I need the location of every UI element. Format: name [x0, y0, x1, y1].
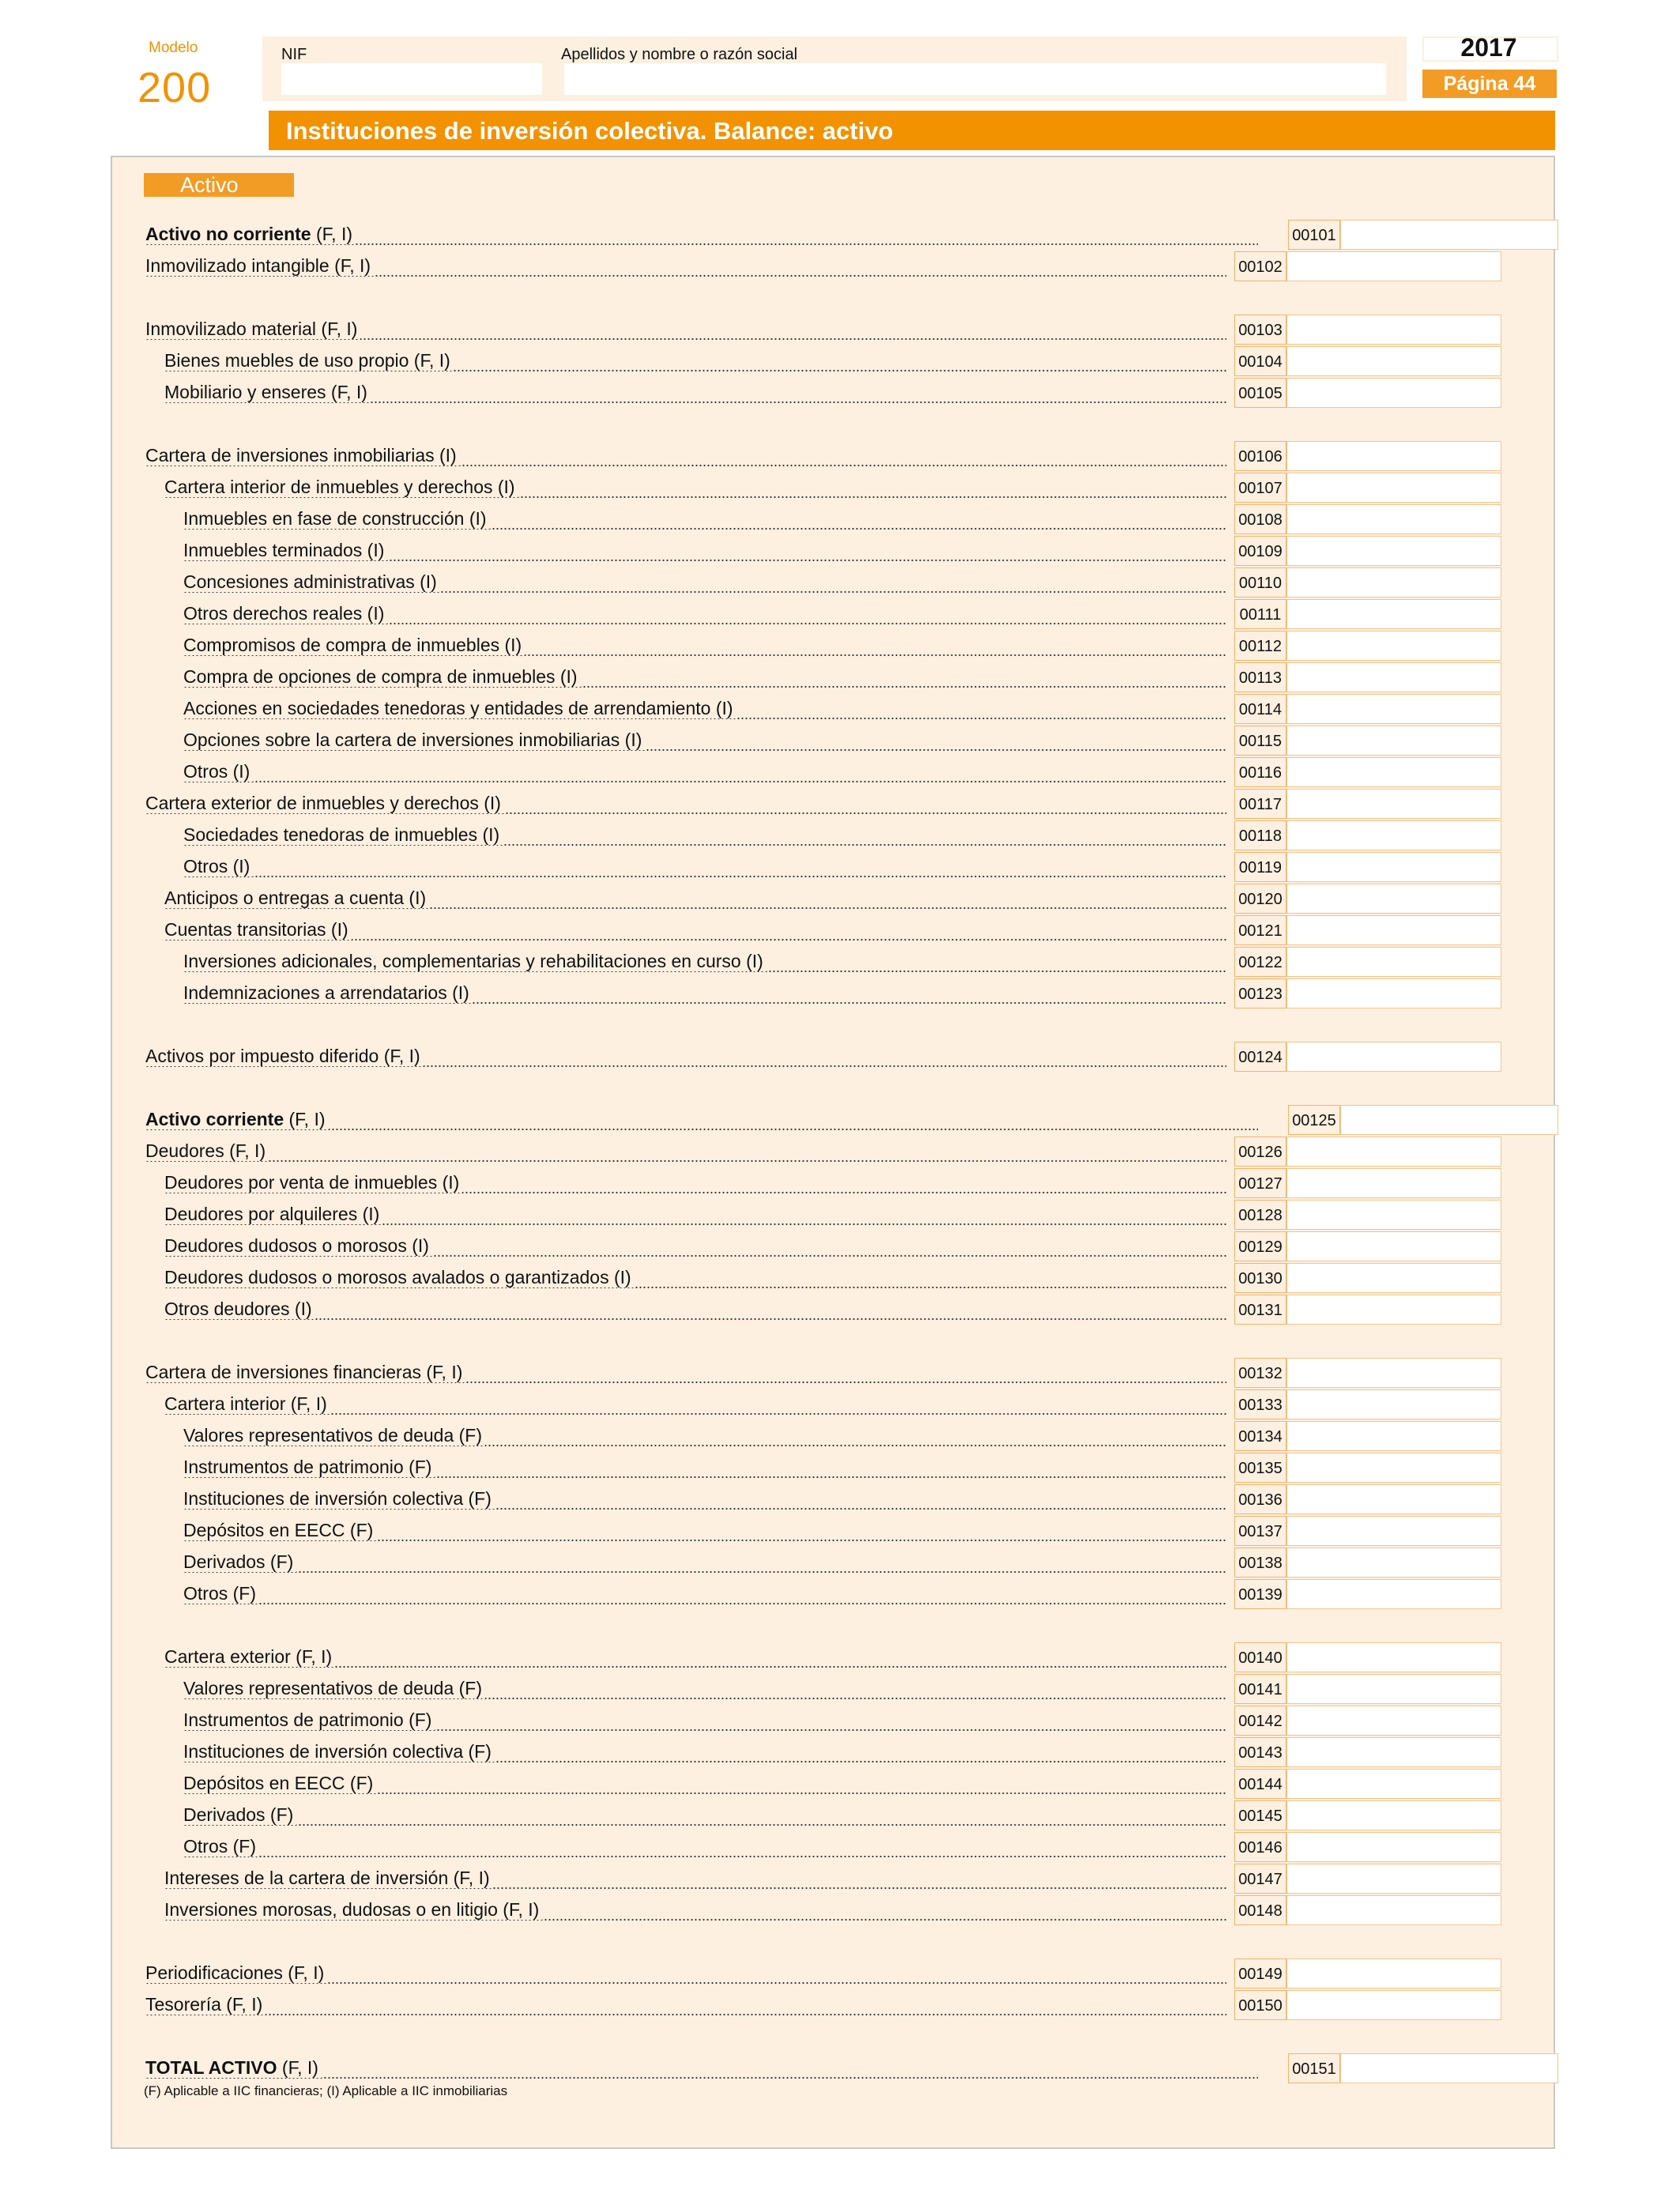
row-label: Cartera exterior (F, I) — [164, 1642, 1226, 1671]
modelo-number: 200 — [137, 64, 212, 111]
amount-field[interactable] — [1286, 1895, 1501, 1925]
box-code: 00144 — [1234, 1769, 1286, 1799]
box-code: 00101 — [1288, 220, 1340, 250]
amount-field[interactable] — [1286, 441, 1501, 471]
form-row — [0, 1105, 1680, 1137]
row-label: Inmovilizado intangible (F, I) — [145, 251, 1226, 280]
form-row — [0, 567, 1680, 599]
amount-field[interactable] — [1286, 473, 1501, 503]
box-code: 00115 — [1234, 726, 1286, 756]
amount-field[interactable] — [1286, 536, 1501, 566]
amount-field[interactable] — [1286, 1200, 1501, 1230]
amount-field[interactable] — [1286, 1042, 1501, 1072]
form-row — [0, 852, 1680, 884]
form-row — [0, 1579, 1680, 1611]
box-code: 00143 — [1234, 1737, 1286, 1767]
box-code: 00112 — [1234, 631, 1286, 661]
form-row — [0, 1958, 1680, 1990]
form-row — [0, 757, 1680, 789]
amount-field[interactable] — [1286, 884, 1501, 914]
amount-field[interactable] — [1286, 757, 1501, 787]
form-row — [0, 1042, 1680, 1073]
row-label: Derivados (F) — [183, 1547, 1226, 1576]
box-code: 00106 — [1234, 441, 1286, 471]
form-row — [0, 631, 1680, 662]
box-code: 00105 — [1234, 378, 1286, 408]
row-label: Inversiones morosas, dudosas o en litigio (F, I) — [164, 1895, 1226, 1924]
row-label: Deudores dudosos o morosos avalados o garantizados (I) — [164, 1263, 1226, 1291]
box-code: 00136 — [1234, 1484, 1286, 1514]
box-code: 00151 — [1288, 2053, 1340, 2083]
amount-field[interactable] — [1286, 915, 1501, 945]
row-label: Instituciones de inversión colectiva (F) — [183, 1484, 1226, 1513]
row-label: Periodificaciones (F, I) — [145, 1958, 1226, 1987]
form-row — [0, 947, 1680, 978]
box-code: 00109 — [1234, 536, 1286, 566]
form-row — [0, 473, 1680, 504]
form-row — [0, 378, 1680, 409]
form-row — [0, 789, 1680, 820]
form-row — [0, 251, 1680, 283]
amount-field[interactable] — [1286, 1168, 1501, 1198]
amount-field[interactable] — [1286, 694, 1501, 724]
form-row — [0, 1895, 1680, 1927]
amount-field[interactable] — [1340, 220, 1558, 250]
box-code: 00114 — [1234, 694, 1286, 724]
row-label: Instrumentos de patrimonio (F) — [183, 1706, 1226, 1734]
box-code: 00131 — [1234, 1295, 1286, 1325]
row-label: Compromisos de compra de inmuebles (I) — [183, 631, 1226, 659]
row-label: Sociedades tenedoras de inmuebles (I) — [183, 820, 1226, 849]
form-row — [0, 1484, 1680, 1516]
box-code: 00127 — [1234, 1168, 1286, 1198]
box-code: 00133 — [1234, 1389, 1286, 1419]
form-row — [0, 884, 1680, 915]
amount-field[interactable] — [1286, 1137, 1501, 1167]
amount-field[interactable] — [1286, 315, 1501, 345]
row-label: Otros (I) — [183, 852, 1226, 880]
form-row — [0, 441, 1680, 473]
form-row — [0, 1295, 1680, 1326]
amount-field[interactable] — [1286, 978, 1501, 1008]
form-row — [0, 1990, 1680, 2022]
form-row — [0, 1864, 1680, 1895]
row-label: Cuentas transitorias (I) — [164, 915, 1226, 944]
box-code: 00113 — [1234, 662, 1286, 692]
row-label: Valores representativos de deuda (F) — [183, 1674, 1226, 1702]
amount-field[interactable] — [1286, 662, 1501, 692]
amount-field[interactable] — [1286, 1453, 1501, 1483]
box-code: 00116 — [1234, 757, 1286, 787]
row-label: Cartera interior de inmuebles y derechos (I) — [164, 473, 1226, 501]
row-label: Otros derechos reales (I) — [183, 599, 1226, 628]
amount-field[interactable] — [1286, 1800, 1501, 1830]
row-label: Anticipos o entregas a cuenta (I) — [164, 884, 1226, 912]
amount-field[interactable] — [1286, 947, 1501, 977]
form-row — [0, 694, 1680, 726]
form-row — [0, 536, 1680, 567]
amount-field[interactable] — [1340, 2053, 1558, 2083]
box-code: 00148 — [1234, 1895, 1286, 1925]
amount-field[interactable] — [1286, 1579, 1501, 1609]
row-label: Inmovilizado material (F, I) — [145, 315, 1226, 343]
form-row — [0, 1737, 1680, 1769]
box-code: 00123 — [1234, 978, 1286, 1008]
modelo-label: Modelo — [149, 40, 198, 56]
form-row — [0, 1263, 1680, 1295]
box-code: 00118 — [1234, 820, 1286, 850]
box-code: 00129 — [1234, 1231, 1286, 1261]
row-label: Cartera de inversiones inmobiliarias (I) — [145, 441, 1226, 469]
box-code: 00146 — [1234, 1832, 1286, 1862]
form-row — [0, 1231, 1680, 1263]
box-code: 00102 — [1234, 251, 1286, 281]
row-label: Deudores por alquileres (I) — [164, 1200, 1226, 1228]
amount-field[interactable] — [1286, 1864, 1501, 1894]
row-label: Tesorería (F, I) — [145, 1990, 1226, 2019]
amount-field[interactable] — [1286, 1958, 1501, 1989]
box-code: 00122 — [1234, 947, 1286, 977]
box-code: 00119 — [1234, 852, 1286, 882]
row-label: Acciones en sociedades tenedoras y entidades de arrendamiento (I) — [183, 694, 1226, 722]
name-field[interactable] — [564, 63, 1386, 95]
box-code: 00128 — [1234, 1200, 1286, 1230]
box-code: 00141 — [1234, 1674, 1286, 1704]
row-label: Instituciones de inversión colectiva (F) — [183, 1737, 1226, 1766]
row-label: Inmuebles terminados (I) — [183, 536, 1226, 564]
amount-field[interactable] — [1286, 1547, 1501, 1578]
amount-field[interactable] — [1286, 631, 1501, 661]
row-label: Deudores (F, I) — [145, 1137, 1226, 1165]
amount-field[interactable] — [1286, 1295, 1501, 1325]
amount-field[interactable] — [1286, 1832, 1501, 1862]
box-code: 00110 — [1234, 567, 1286, 598]
form-row — [0, 978, 1680, 1010]
box-code: 00103 — [1234, 315, 1286, 345]
row-label: Activo corriente (F, I) — [145, 1105, 1258, 1133]
form-row — [0, 346, 1680, 378]
amount-field[interactable] — [1340, 1105, 1558, 1135]
box-code: 00125 — [1288, 1105, 1340, 1135]
amount-field[interactable] — [1286, 1421, 1501, 1451]
nif-field[interactable] — [281, 63, 542, 95]
amount-field[interactable] — [1286, 346, 1501, 376]
amount-field[interactable] — [1286, 1737, 1501, 1767]
form-row — [0, 1706, 1680, 1737]
box-code: 00117 — [1234, 789, 1286, 819]
nif-label: NIF — [281, 46, 307, 63]
form-row — [0, 820, 1680, 852]
box-code: 00142 — [1234, 1706, 1286, 1736]
form-row — [0, 662, 1680, 694]
row-label: Otros (F) — [183, 1579, 1226, 1608]
form-row — [0, 1832, 1680, 1864]
box-code: 00134 — [1234, 1421, 1286, 1451]
amount-field[interactable] — [1286, 1484, 1501, 1514]
row-label: Mobiliario y enseres (F, I) — [164, 378, 1226, 406]
box-code: 00138 — [1234, 1547, 1286, 1578]
row-label: Depósitos en EECC (F) — [183, 1516, 1226, 1544]
amount-field[interactable] — [1286, 1263, 1501, 1293]
form-row — [0, 2053, 1680, 2085]
row-label: Deudores dudosos o morosos (I) — [164, 1231, 1226, 1260]
box-code: 00145 — [1234, 1800, 1286, 1830]
box-code: 00132 — [1234, 1358, 1286, 1388]
row-label: Activos por impuesto diferido (F, I) — [145, 1042, 1226, 1070]
row-label: Otros (F) — [183, 1832, 1226, 1860]
form-row — [0, 1642, 1680, 1674]
box-code: 00108 — [1234, 504, 1286, 534]
amount-field[interactable] — [1286, 567, 1501, 598]
amount-field[interactable] — [1286, 504, 1501, 534]
amount-field[interactable] — [1286, 1642, 1501, 1672]
row-label: Inmuebles en fase de construcción (I) — [183, 504, 1226, 533]
form-row — [0, 315, 1680, 346]
row-label: Otros deudores (I) — [164, 1295, 1226, 1323]
page-badge: Página 44 — [1422, 70, 1557, 98]
page-title: Instituciones de inversión colectiva. Balance: activo — [269, 111, 1555, 150]
form-row — [0, 1389, 1680, 1421]
form-row — [0, 1358, 1680, 1389]
box-code: 00126 — [1234, 1137, 1286, 1167]
row-label: Bienes muebles de uso propio (F, I) — [164, 346, 1226, 375]
year-label: 2017 — [1460, 33, 1517, 62]
amount-field[interactable] — [1286, 1674, 1501, 1704]
row-label: Instrumentos de patrimonio (F) — [183, 1453, 1226, 1481]
box-code: 00124 — [1234, 1042, 1286, 1072]
box-code: 00140 — [1234, 1642, 1286, 1672]
amount-field[interactable] — [1286, 1516, 1501, 1546]
box-code: 00107 — [1234, 473, 1286, 503]
form-row — [0, 1769, 1680, 1800]
form-row — [0, 599, 1680, 631]
row-label: Intereses de la cartera de inversión (F, I) — [164, 1864, 1226, 1892]
amount-field[interactable] — [1286, 1706, 1501, 1736]
row-label: Cartera de inversiones financieras (F, I) — [145, 1358, 1226, 1386]
row-label: TOTAL ACTIVO (F, I) — [145, 2053, 1258, 2082]
row-label: Opciones sobre la cartera de inversiones inmobiliarias (I) — [183, 726, 1226, 754]
form-row — [0, 915, 1680, 947]
amount-field[interactable] — [1286, 852, 1501, 882]
row-label: Depósitos en EECC (F) — [183, 1769, 1226, 1797]
amount-field[interactable] — [1286, 1358, 1501, 1388]
row-label: Concesiones administrativas (I) — [183, 567, 1226, 596]
amount-field[interactable] — [1286, 1769, 1501, 1799]
amount-field[interactable] — [1286, 378, 1501, 408]
form-row — [0, 1516, 1680, 1547]
amount-field[interactable] — [1286, 726, 1501, 756]
row-label: Derivados (F) — [183, 1800, 1226, 1829]
footnote: (F) Aplicable a IIC financieras; (I) Aplicable a IIC inmobiliarias — [144, 2083, 508, 2098]
row-label: Activo no corriente (F, I) — [145, 220, 1258, 248]
box-code: 00149 — [1234, 1958, 1286, 1989]
form-row — [0, 1453, 1680, 1484]
box-code: 00135 — [1234, 1453, 1286, 1483]
form-row — [0, 726, 1680, 757]
amount-field[interactable] — [1286, 820, 1501, 850]
amount-field[interactable] — [1286, 1990, 1501, 2020]
amount-field[interactable] — [1286, 251, 1501, 281]
row-label: Otros (I) — [183, 757, 1226, 786]
amount-field[interactable] — [1286, 789, 1501, 819]
row-label: Inversiones adicionales, complementarias y rehabilitaciones en curso (I) — [183, 947, 1226, 975]
form-row — [0, 1137, 1680, 1168]
row-label: Cartera exterior de inmuebles y derechos (I) — [145, 789, 1226, 817]
form-row — [0, 504, 1680, 536]
row-label: Cartera interior (F, I) — [164, 1389, 1226, 1418]
form-row — [0, 1674, 1680, 1706]
section-tab-activo: Activo — [144, 173, 294, 197]
box-code: 00120 — [1234, 884, 1286, 914]
row-label: Compra de opciones de compra de inmuebles (I) — [183, 662, 1226, 691]
amount-field[interactable] — [1286, 1389, 1501, 1419]
box-code: 00150 — [1234, 1990, 1286, 2020]
row-label: Valores representativos de deuda (F) — [183, 1421, 1226, 1449]
form-row — [0, 1200, 1680, 1231]
form-row — [0, 1168, 1680, 1200]
form-row — [0, 1421, 1680, 1453]
box-code: 00104 — [1234, 346, 1286, 376]
box-code: 00147 — [1234, 1864, 1286, 1894]
box-code: 00137 — [1234, 1516, 1286, 1546]
box-code: 00130 — [1234, 1263, 1286, 1293]
box-code: 00121 — [1234, 915, 1286, 945]
amount-field[interactable] — [1286, 599, 1501, 629]
box-code: 00111 — [1234, 599, 1286, 629]
row-label: Indemnizaciones a arrendatarios (I) — [183, 978, 1226, 1007]
form-row — [0, 220, 1680, 251]
box-code: 00139 — [1234, 1579, 1286, 1609]
amount-field[interactable] — [1286, 1231, 1501, 1261]
form-row — [0, 1547, 1680, 1579]
name-label: Apellidos y nombre o razón social — [561, 46, 798, 63]
row-label: Deudores por venta de inmuebles (I) — [164, 1168, 1226, 1197]
form-row — [0, 1800, 1680, 1832]
